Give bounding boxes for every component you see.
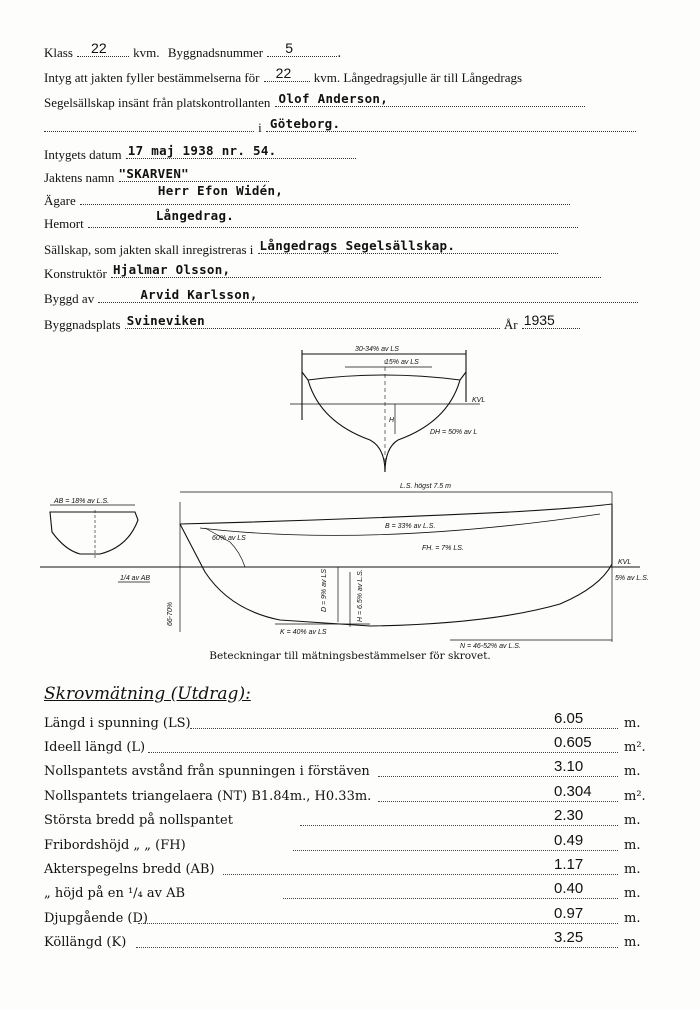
measurement-value: 1.17 (554, 856, 584, 873)
measurement-row (44, 734, 646, 758)
kvm-label: kvm. (133, 45, 160, 60)
measurement-label: Nollspantets avstånd från spunningen i förstäven (44, 764, 370, 779)
klass-value: 22 (91, 40, 107, 56)
label-h-mark: H (389, 417, 395, 424)
measurement-value: 0.304 (554, 783, 592, 800)
byggd-value: Arvid Karlsson, (140, 287, 258, 302)
leader-dots (136, 935, 618, 948)
label-sixty: 60% av LS (212, 535, 246, 542)
measurement-row (44, 929, 644, 953)
label-ab: AB = 18% av L.S. (54, 498, 110, 505)
label-top-width: 30-34% av LS (355, 346, 399, 353)
intyg-row (44, 65, 523, 86)
hemort-value: Långedrag. (155, 208, 235, 223)
agare-label: Ägare (44, 193, 76, 208)
hemort-label: Hemort (44, 216, 84, 231)
measurement-unit: m². (624, 789, 646, 804)
measurement-label: Nollspantets triangelaera (NT) B1.84m., H0.33m. (44, 789, 372, 804)
segel-row (44, 91, 585, 111)
label-depth: DH = 50% av L (430, 429, 478, 436)
measurement-value: 0.97 (554, 905, 584, 922)
label-kvl-top: KVL (472, 397, 486, 404)
measurement-label: Längd i spunning (LS) (44, 716, 191, 731)
label-n: N = 46-52% av L.S. (460, 643, 521, 650)
konstruktor-value: Hjalmar Olsson, (112, 262, 231, 277)
measurement-row (44, 832, 644, 856)
i-label: i (258, 120, 262, 135)
measurement-row (44, 880, 644, 904)
byggd-label: Byggd av (44, 291, 95, 306)
byggd-row (44, 287, 638, 307)
measurement-label: „ höjd på en ¹/₄ av AB (44, 886, 186, 901)
measurement-row (44, 783, 646, 807)
measurement-value: 6.05 (554, 710, 584, 727)
measurement-label: Ideell längd (L) (44, 740, 146, 755)
measurement-row (44, 807, 644, 831)
datum-value: 17 maj 1938 nr. 54. (127, 143, 277, 158)
intyg-value: 22 (275, 65, 292, 81)
measurement-label: Akterspegelns bredd (AB) (44, 862, 215, 877)
measurement-row (44, 758, 644, 782)
measurement-unit: m. (624, 813, 641, 828)
sallskap-row (44, 238, 558, 258)
measurement-label: Största bredd på nollspantet (44, 813, 233, 828)
label-mid: 66-70% (167, 601, 174, 626)
segel-prefix: Segelsällskap insänt från platskontrollanten (44, 95, 271, 110)
klass-row: Klass 22 kvm. Byggnadsnummer 5 . (44, 40, 342, 61)
byggnadsplats-row (44, 312, 580, 333)
measurement-unit: m. (624, 935, 641, 950)
section-hull-right (385, 372, 466, 472)
measurement-value: 3.25 (554, 929, 584, 946)
intyg-prefix: Intyg att jakten fyller bestämmelserna för (44, 70, 260, 85)
measurement-value: 3.10 (554, 758, 584, 775)
datum-row (44, 143, 356, 163)
i-row (44, 116, 636, 136)
byggnadsplats-value: Svineviken (126, 313, 205, 328)
label-fh: FH. = 7% LS. (422, 545, 464, 552)
leader-dots (138, 911, 618, 924)
konstruktor-label: Konstruktör (44, 266, 107, 281)
byggnadsnummer-value: 5 (285, 40, 294, 56)
measurement-value: 0.49 (554, 832, 584, 849)
measurement-value: 0.605 (554, 734, 592, 751)
label-h: H = 6.5% av L.S. (357, 569, 364, 622)
measurement-row (44, 710, 644, 734)
measurement-label: Köllängd (K) (44, 935, 127, 950)
measurement-value: 2.30 (554, 807, 584, 824)
datum-label: Intygets datum (44, 147, 122, 162)
byggnadsnummer-label: Byggnadsnummer (167, 45, 264, 60)
section-hull-left (302, 372, 385, 472)
label-kvl-side: KVL (618, 559, 632, 566)
stern-rake (205, 528, 245, 567)
hull-measurement-diagram (40, 342, 670, 662)
figure-caption: Beteckningar till mätningsbestämmelser för skrovet. (209, 650, 491, 662)
measurement-label: Djupgående (D) (44, 911, 148, 926)
measurement-label: Fribordshöjd „ „ (FH) (44, 838, 186, 853)
agare-row (44, 183, 570, 209)
transom-profile (50, 512, 138, 554)
label-ls: L.S. högst 7.5 m (400, 483, 451, 490)
segel-value: Olof Anderson, (278, 91, 389, 106)
namn-label: Jaktens namn (44, 170, 115, 185)
agare-value: Herr Efon Widén, (157, 183, 284, 198)
measurement-unit: m. (624, 764, 641, 779)
namn-value: "SKARVEN" (118, 166, 189, 181)
measurement-unit: m. (624, 862, 641, 877)
label-stern: 5% av L.S. (615, 575, 649, 582)
measurement-row (44, 856, 644, 880)
klass-label: Klass (44, 45, 73, 60)
label-b: B = 33% av L.S. (385, 523, 436, 530)
leader-dots (148, 740, 618, 753)
measurement-unit: m. (624, 911, 641, 926)
label-d: D = 9% av LS (321, 569, 328, 612)
measurement-unit: m². (624, 740, 646, 755)
byggnadsplats-label: Byggnadsplats (44, 317, 121, 332)
label-top-inner: 15% av LS (385, 359, 419, 366)
measurement-row (44, 905, 644, 929)
label-quarter-ab: 1/4 av AB (120, 575, 151, 582)
intyg-suffix: kvm. Långedragsjulle är till Långedrags (313, 70, 523, 85)
hemort-row (44, 208, 578, 232)
i-value: Göteborg. (269, 116, 341, 131)
label-k: K = 40% av LS (280, 629, 327, 636)
measurement-title: Skrovmätning (Utdrag): (44, 684, 251, 704)
measurement-value: 0.40 (554, 880, 584, 897)
measurement-unit: m. (624, 886, 641, 901)
ar-label: År (503, 317, 518, 332)
measurement-unit: m. (624, 838, 641, 853)
section-deck-line (308, 375, 460, 380)
ar-value: 1935 (523, 312, 555, 328)
sallskap-value: Långedrags Segelsällskap. (259, 238, 456, 253)
konstruktor-row (44, 262, 601, 282)
measurement-unit: m. (624, 716, 641, 731)
sallskap-label: Sällskap, som jakten skall inregistreras i (44, 242, 254, 257)
